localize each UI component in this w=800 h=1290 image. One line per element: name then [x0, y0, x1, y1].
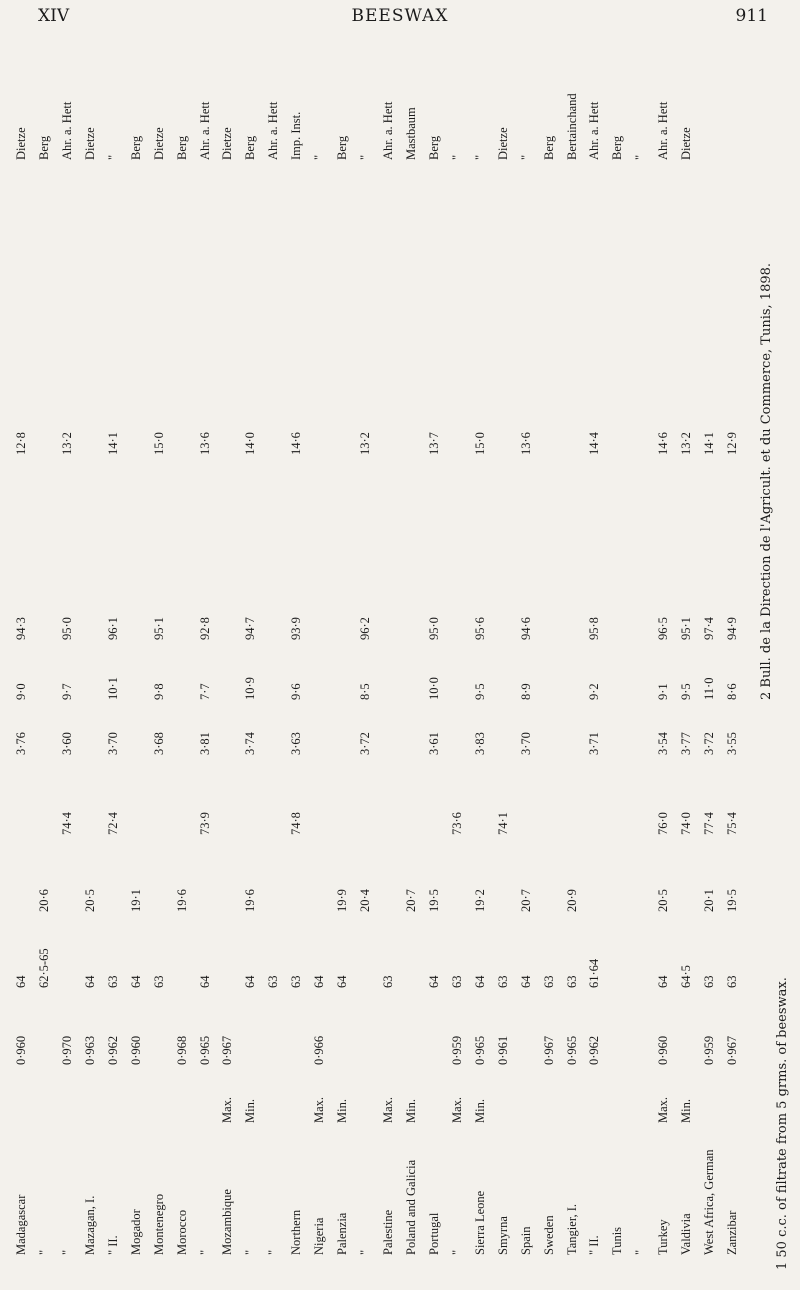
- ester-cell: 73·9: [197, 812, 212, 835]
- hydrocarbons-cell: 15·0: [151, 432, 166, 455]
- saponification-cell: 94·6: [518, 617, 533, 640]
- gravity-cell: 0·967: [541, 1035, 556, 1065]
- range-cell: Min.: [243, 1099, 258, 1123]
- saponification-cell: 93·9: [289, 617, 304, 640]
- ester-cell: 73·6: [449, 812, 464, 835]
- iodine-cell: 9·6: [289, 683, 304, 700]
- gravity-cell: 0·967: [725, 1035, 740, 1065]
- ratio-cell: 3·60: [59, 732, 74, 755]
- saponification-cell: 96·2: [358, 617, 373, 640]
- hydrocarbons-cell: 13·2: [679, 432, 694, 455]
- melting-cell: 63: [495, 975, 510, 988]
- gravity-cell: 0·965: [197, 1035, 212, 1065]
- melting-cell: 64: [197, 975, 212, 988]
- ester-cell: 74·4: [59, 812, 74, 835]
- hydrocarbons-cell: 13·2: [358, 432, 373, 455]
- country-cell: ": [197, 1249, 212, 1255]
- ratio-cell: 3·55: [725, 732, 740, 755]
- authority-cell: ": [312, 154, 327, 160]
- country-cell: Palestine: [381, 1209, 395, 1255]
- melting-cell: 63: [266, 975, 281, 988]
- country-cell: Zanzibar: [725, 1210, 740, 1255]
- melting-cell: 63: [151, 975, 166, 988]
- melting-cell: 64: [472, 975, 487, 988]
- acid-cell: 20·5: [656, 889, 671, 912]
- acid-cell: 19·6: [243, 889, 258, 912]
- melting-cell: 64: [128, 975, 143, 988]
- country-cell: ": [243, 1249, 258, 1255]
- authority-cell: Ahr. a. Hett: [587, 101, 602, 160]
- authority-cell: Dietze: [82, 127, 97, 160]
- country-cell: Sweden: [541, 1215, 556, 1255]
- authority-cell: Ahr. a. Hett: [197, 101, 212, 160]
- ratio-cell: 3·68: [151, 732, 166, 755]
- melting-cell: 62·5-65: [36, 948, 51, 988]
- country-cell: Nigeria: [312, 1217, 327, 1255]
- hydrocarbons-cell: 13·7: [426, 432, 441, 455]
- hydrocarbons-cell: 14·4: [587, 432, 602, 455]
- range-cell: Max.: [381, 1096, 395, 1123]
- melting-cell: 64·5: [679, 965, 694, 988]
- acid-cell: 19·5: [426, 889, 441, 912]
- saponification-cell: 96·1: [105, 617, 120, 640]
- country-cell: Spain: [518, 1226, 533, 1255]
- saponification-cell: 95·0: [426, 617, 441, 640]
- gravity-cell: 0·965: [564, 1035, 579, 1065]
- country-cell: Northern: [289, 1209, 304, 1255]
- gravity-cell: 0·968: [174, 1035, 189, 1065]
- gravity-cell: 0·962: [105, 1035, 120, 1065]
- range-cell: Max.: [656, 1096, 671, 1123]
- country-cell: Valdivia: [679, 1213, 694, 1255]
- ratio-cell: 3·54: [656, 732, 671, 755]
- melting-cell: 64: [82, 975, 97, 988]
- country-cell: ": [59, 1249, 74, 1255]
- ratio-cell: 3·63: [289, 732, 304, 755]
- country-cell: Morocco: [174, 1209, 189, 1255]
- iodine-cell: 9·1: [656, 683, 671, 700]
- ratio-cell: 3·70: [105, 732, 120, 755]
- country-cell: Tunis: [610, 1226, 625, 1255]
- melting-cell: 61·64: [587, 958, 602, 988]
- ester-cell: 74·8: [289, 812, 304, 835]
- ratio-cell: 3·72: [358, 732, 373, 755]
- saponification-cell: 95·1: [679, 617, 694, 640]
- range-cell: Max.: [220, 1096, 235, 1123]
- range-cell: Min.: [679, 1099, 694, 1123]
- gravity-cell: 0·960: [14, 1035, 28, 1065]
- acid-cell: 20·5: [82, 889, 97, 912]
- saponification-cell: 96·5: [656, 617, 671, 640]
- footnote-filtrate: 1 50 c.c. of filtrate from 5 grms. of beeswax.: [775, 977, 790, 1270]
- melting-cell: 63: [381, 975, 395, 988]
- melting-cell: 63: [725, 975, 740, 988]
- ratio-cell: 3·61: [426, 732, 441, 755]
- iodine-cell: 8·9: [518, 683, 533, 700]
- iodine-cell: 7·7: [197, 683, 212, 700]
- saponification-cell: 94·7: [243, 617, 258, 640]
- range-cell: Min.: [472, 1099, 487, 1123]
- gravity-cell: 0·959: [449, 1035, 464, 1065]
- page-number: 911: [735, 6, 768, 26]
- country-cell: Mazagan, I.: [82, 1195, 97, 1255]
- gravity-cell: 0·967: [220, 1035, 235, 1065]
- gravity-cell: 0·970: [59, 1035, 74, 1065]
- acid-cell: 20·7: [518, 889, 533, 912]
- section-number: XIV: [38, 6, 70, 26]
- saponification-cell: 97·4: [702, 617, 717, 640]
- ratio-cell: 3·83: [472, 732, 487, 755]
- iodine-cell: 8·6: [725, 683, 740, 700]
- saponification-cell: 94·9: [725, 617, 740, 640]
- melting-cell: 63: [105, 975, 120, 988]
- iodine-cell: 8·5: [358, 683, 373, 700]
- country-cell: Tangier, I.: [564, 1203, 579, 1255]
- iodine-cell: 9·7: [59, 683, 74, 700]
- country-cell: ": [449, 1249, 464, 1255]
- hydrocarbons-cell: 14·6: [289, 432, 304, 455]
- authority-cell: Dietze: [151, 127, 166, 160]
- country-cell: Sierra Leone: [472, 1190, 487, 1255]
- country-cell: Poland and Galicia: [403, 1159, 418, 1255]
- footnote-tunis: 2 Bull. de la Direction de l'Agricult. et du Commerce, Tunis, 1898.: [759, 262, 774, 700]
- ratio-cell: 3·72: [702, 732, 717, 755]
- melting-cell: 64: [312, 975, 327, 988]
- authority-cell: ": [449, 154, 464, 160]
- ester-cell: 74·1: [495, 812, 510, 835]
- authority-cell: ": [105, 154, 120, 160]
- acid-cell: 19·9: [335, 889, 350, 912]
- country-cell: West Africa, German: [702, 1149, 717, 1255]
- range-cell: Min.: [335, 1099, 350, 1123]
- authority-cell: Berg: [610, 135, 625, 160]
- gravity-cell: 0·962: [587, 1035, 602, 1065]
- saponification-cell: 95·8: [587, 617, 602, 640]
- gravity-cell: 0·965: [472, 1035, 487, 1065]
- melting-cell: 63: [564, 975, 579, 988]
- hydrocarbons-cell: 14·1: [105, 432, 120, 455]
- hydrocarbons-cell: 14·0: [243, 432, 258, 455]
- iodine-cell: 9·5: [472, 683, 487, 700]
- gravity-cell: 0·966: [312, 1035, 327, 1065]
- iodine-cell: 10·1: [105, 677, 120, 700]
- range-cell: Min.: [403, 1099, 418, 1123]
- melting-cell: 64: [426, 975, 441, 988]
- acid-cell: 20·7: [403, 889, 418, 912]
- hydrocarbons-cell: 14·1: [702, 432, 717, 455]
- ratio-cell: 3·71: [587, 732, 602, 755]
- hydrocarbons-cell: 12·8: [14, 432, 28, 455]
- authority-cell: Dietze: [495, 127, 510, 160]
- ratio-cell: 3·74: [243, 732, 258, 755]
- iodine-cell: 9·0: [14, 683, 28, 700]
- acid-cell: 20·9: [564, 889, 579, 912]
- saponification-cell: 94·3: [14, 617, 28, 640]
- ratio-cell: 3·81: [197, 732, 212, 755]
- authority-cell: Berg: [128, 135, 143, 160]
- country-cell: ": [358, 1249, 373, 1255]
- range-cell: Max.: [449, 1096, 464, 1123]
- authority-cell: Berg: [36, 135, 51, 160]
- authority-cell: Dietze: [220, 127, 235, 160]
- ester-cell: 76·0: [656, 812, 671, 835]
- country-cell: " II.: [105, 1235, 120, 1255]
- acid-cell: 19·5: [725, 889, 740, 912]
- acid-cell: 19·6: [174, 889, 189, 912]
- gravity-cell: 0·960: [656, 1035, 671, 1065]
- authority-cell: Imp. Inst.: [289, 111, 304, 160]
- authority-cell: Ahr. a. Hett: [656, 101, 671, 160]
- authority-cell: Berg: [426, 135, 441, 160]
- saponification-cell: 92·8: [197, 617, 212, 640]
- authority-cell: Mastbaum: [403, 107, 418, 160]
- hydrocarbons-cell: 12·9: [725, 432, 740, 455]
- authority-cell: ": [358, 154, 373, 160]
- gravity-cell: 0·959: [702, 1035, 717, 1065]
- hydrocarbons-cell: 13·6: [518, 432, 533, 455]
- range-cell: Max.: [312, 1096, 327, 1123]
- melting-cell: 64: [518, 975, 533, 988]
- country-cell: Mozambique: [220, 1189, 235, 1255]
- gravity-cell: 0·961: [495, 1035, 510, 1065]
- ratio-cell: 3·76: [14, 732, 28, 755]
- authority-cell: Ahr. a. Hett: [381, 101, 395, 160]
- authority-cell: ": [472, 154, 487, 160]
- iodine-cell: 10·0: [426, 677, 441, 700]
- country-cell: " II.: [587, 1235, 602, 1255]
- iodine-cell: 9·2: [587, 683, 602, 700]
- hydrocarbons-cell: 15·0: [472, 432, 487, 455]
- page-title: BEESWAX: [351, 6, 449, 26]
- gravity-cell: 0·960: [128, 1035, 143, 1065]
- hydrocarbons-cell: 13·6: [197, 432, 212, 455]
- ratio-cell: 3·70: [518, 732, 533, 755]
- iodine-cell: 9·5: [679, 683, 694, 700]
- ester-cell: 74·0: [679, 812, 694, 835]
- saponification-cell: 95·0: [59, 617, 74, 640]
- iodine-cell: 10·9: [243, 677, 258, 700]
- melting-cell: 64: [243, 975, 258, 988]
- melting-cell: 64: [14, 975, 28, 988]
- melting-cell: 64: [335, 975, 350, 988]
- melting-cell: 63: [449, 975, 464, 988]
- authority-cell: Berg: [243, 135, 258, 160]
- acid-cell: 20·6: [36, 889, 51, 912]
- authority-cell: Bertainchand: [564, 93, 579, 160]
- country-cell: Turkey: [656, 1219, 671, 1255]
- authority-cell: Berg: [174, 135, 189, 160]
- acid-cell: 19·2: [472, 889, 487, 912]
- country-cell: Montenegro: [151, 1193, 166, 1255]
- melting-cell: 63: [541, 975, 556, 988]
- ester-cell: 72·4: [105, 812, 120, 835]
- melting-cell: 64: [656, 975, 671, 988]
- country-cell: Smyrna: [495, 1216, 510, 1255]
- authority-cell: ": [633, 154, 648, 160]
- country-cell: Mogador: [128, 1209, 143, 1255]
- authority-cell: Ahr. a. Hett: [59, 101, 74, 160]
- acid-cell: 20·4: [358, 889, 373, 912]
- country-cell: Portugal: [426, 1212, 441, 1255]
- saponification-cell: 95·1: [151, 617, 166, 640]
- country-cell: ": [36, 1249, 51, 1255]
- authority-cell: ": [518, 154, 533, 160]
- country-cell: ": [266, 1249, 281, 1255]
- authority-cell: Berg: [335, 135, 350, 160]
- iodine-cell: 9·8: [151, 683, 166, 700]
- gravity-cell: 0·963: [82, 1035, 97, 1065]
- authority-cell: Ahr. a. Hett: [266, 101, 281, 160]
- country-cell: ": [633, 1249, 648, 1255]
- saponification-cell: 95·6: [472, 617, 487, 640]
- ratio-cell: 3·77: [679, 732, 694, 755]
- authority-cell: Dietze: [14, 127, 28, 160]
- country-cell: Palenzia: [335, 1212, 350, 1255]
- authority-cell: Berg: [541, 135, 556, 160]
- acid-cell: 20·1: [702, 889, 717, 912]
- melting-cell: 63: [289, 975, 304, 988]
- country-cell: Madagascar: [14, 1194, 28, 1255]
- authority-cell: Dietze: [679, 127, 694, 160]
- acid-cell: 19·1: [128, 889, 143, 912]
- melting-cell: 63: [702, 975, 717, 988]
- iodine-cell: 11·0: [702, 677, 717, 700]
- hydrocarbons-cell: 13·2: [59, 432, 74, 455]
- ester-cell: 75·4: [725, 812, 740, 835]
- hydrocarbons-cell: 14·6: [656, 432, 671, 455]
- ester-cell: 77·4: [702, 812, 717, 835]
